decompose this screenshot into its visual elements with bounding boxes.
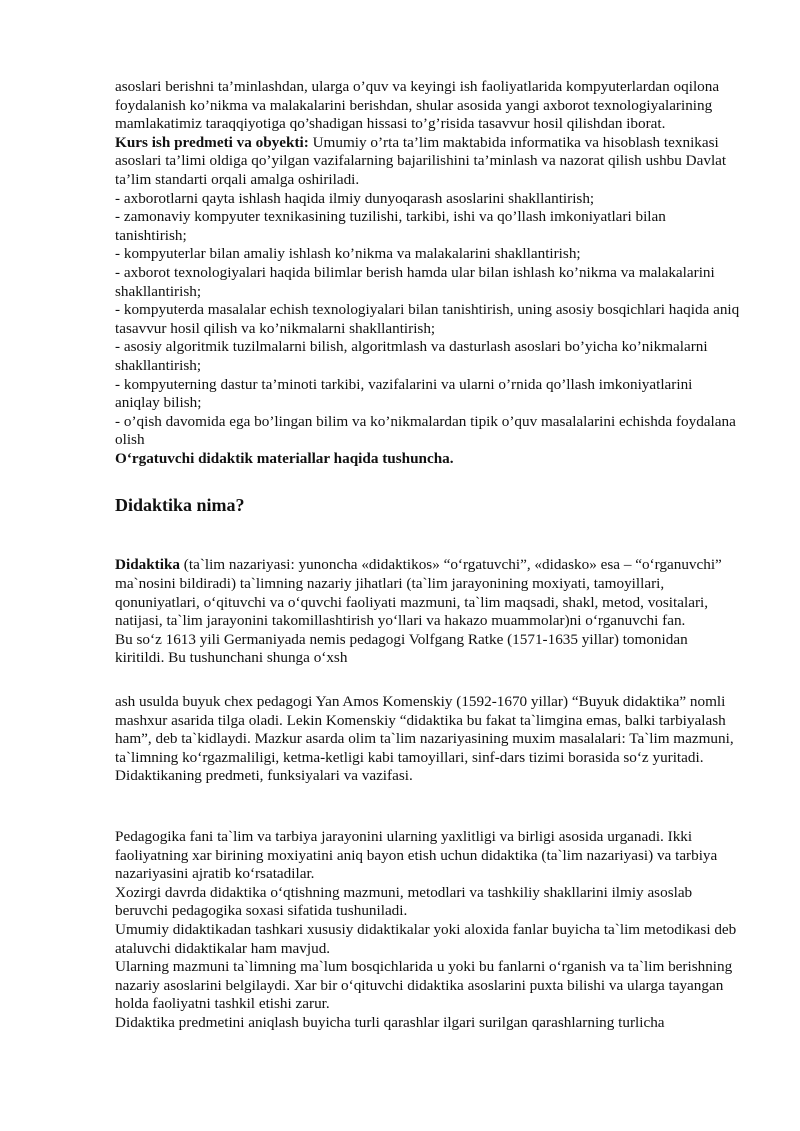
body-paragraph: Xozirgi davrda didaktika o‘qtishning mazmuni, metodlari va tashkiliy shakllarini ilmiy asoslab beruvchi pedagogika soxasi sifatida tushuniladi. xyxy=(115,883,693,920)
list-item: - axborot texnologiyalari haqida bilimlar berish hamda ular bilan ishlash ko’nikma va malakalarini shakllantirish; xyxy=(115,263,715,300)
section-heading: Didaktika nima? xyxy=(115,495,245,516)
body-paragraph: Ularning mazmuni ta`limning ma`lum bosqichlarida u yoki bu fanlarni o‘rganish va ta`lim berishning nazariy asoslarini belgilaydi. Xar bir o‘qituvchi didaktika asoslarini puxta bilishi va ularga tayangan holda faoliyatni tashkil etishi zarur. xyxy=(115,958,733,1013)
list-item: - axborotlarni qayta ishlash haqida ilmiy dunyoqarash asoslarini shakllantirish; xyxy=(115,189,595,207)
komenskiy-paragraph: ash usulda buyuk chex pedagogi Yan Amos Komenskiy (1592-1670 yillar) “Buyuk didaktika” nomli mashxur asarida tilga oladi. Lekin Komenskiy “didaktika bu fakat ta`limgina emas, balki tarbiyalash ham”, deb ta`kidlaydi. Mazkur asarda olim ta`lim nazariyasining muxim masalalari: Ta`lim mazmuni, ta`limning ko‘rgazmaliligi, ketma-ketligi kabi tamoyillari, sinf-dars tizimi borasida so‘z yuritadi. Didaktikaning predmeti, funksiyalari va vazifasi. xyxy=(115,693,734,785)
list-item: - kompyuterlar bilan amaliy ishlash ko’nikma va malakalarini shakllantirish; xyxy=(115,245,581,263)
spacer xyxy=(115,516,740,556)
didaktika-term: Didaktika xyxy=(115,556,180,574)
section-bold-line: O‘rgatuvchi didaktik materiallar haqida tushuncha. xyxy=(115,449,454,467)
kurs-label: Kurs ish predmeti va obyekti: xyxy=(115,133,309,151)
spacer xyxy=(115,786,740,828)
didaktika-paragraph xyxy=(115,556,740,630)
document-page xyxy=(115,78,740,1033)
ratke-paragraph: Bu so‘z 1613 yili Germaniyada nemis pedagogi Volfgang Ratke (1571-1635 yillar) tomonidan kiritildi. Bu tushunchani shunga o‘xsh xyxy=(115,630,688,667)
list-item: - kompyuterda masalalar echish texnologiyalari bilan tanishtirish, uning asosiy bosqichlari haqida aniq tasavvur hosil qilish va ko’nikmalarni shakllantirish; xyxy=(115,301,740,337)
kurs-text: Umumiy o’rta ta’lim maktabida informatika va hisoblash texnikasi asoslari ta’limi oldiga qo’yilgan vazifalarning bajarilishini ta’minlash va nazorat qilish ushbu Davlat ta’lim standarti orqali amalga oshiriladi. xyxy=(115,133,727,188)
didaktika-text: (ta`lim nazariyasi: yunoncha «didaktikos» “o‘rgatuvchi”, «didasko» esa – “o‘rganuvchi” ma`nosini bildiradi) ta`limning nazariy jihatlari (ta`lim jarayonining moxiyati, tamoyillari, qonuniyatlari, o‘qituvchi va o‘quvchi faoliyati mazmuni, ta`lim maqsadi, shakl, metod, vositalari, natijasi, ta`lim jarayonini takomillashtirish yo‘llari va hakazo muammolar)ni o‘rganuvchi fan. xyxy=(115,556,722,630)
intro-paragraph: asoslari berishni ta’minlashdan, ularga o’quv va keyingi ish faoliyatlarida kompyuterlardan oqilona foydalanish ko’nikma va malakalarini berishdan, shular asosida yangi axborot texnologiyalarining mamlakatimiz taraqqiyotiga qo’shadigan hissasi to’g’risida tasavvur hosil qilishdan iborat. xyxy=(115,78,720,133)
kurs-paragraph xyxy=(115,134,740,190)
body-paragraph: Pedagogika fani ta`lim va tarbiya jarayonini ularning yaxlitligi va birligi asosida urganadi. Ikki faoliyatning xar birining moxiyatini aniq bayon etish uchun didaktika (ta`lim nazariyasi) va tarbiya nazariyasini ajratib ko‘rsatadilar. xyxy=(115,828,718,883)
body-paragraph: Didaktika predmetini aniqlash buyicha turli qarashlar ilgari surilgan qarashlarning turlicha xyxy=(115,1013,665,1031)
list-item: - asosiy algoritmik tuzilmalarni bilish, algoritmlash va dasturlash asoslari bo’yicha ko’nikmalarni shakllantirish; xyxy=(115,338,708,374)
list-item: - zamonaviy kompyuter texnikasining tuzilishi, tarkibi, ishi va qo’llash imkoniyatlari bilan tanishtirish; xyxy=(115,208,666,244)
list-item: - o’qish davomida ega bo’lingan bilim va ko’nikmalardan tipik o’quv masalalarini echishda foydalana olish xyxy=(115,412,736,449)
list-item: - kompyuterning dastur ta’minoti tarkibi, vazifalarini va ularni o’rnida qo’llash imkoniyatlarini aniqlay bilish; xyxy=(115,375,693,412)
body-paragraph: Umumiy didaktikadan tashkari xususiy didaktikalar yoki aloxida fanlar buyicha ta`lim metodikasi deb ataluvchi didaktikalar ham mavjud. xyxy=(115,920,737,957)
spacer xyxy=(115,668,740,693)
